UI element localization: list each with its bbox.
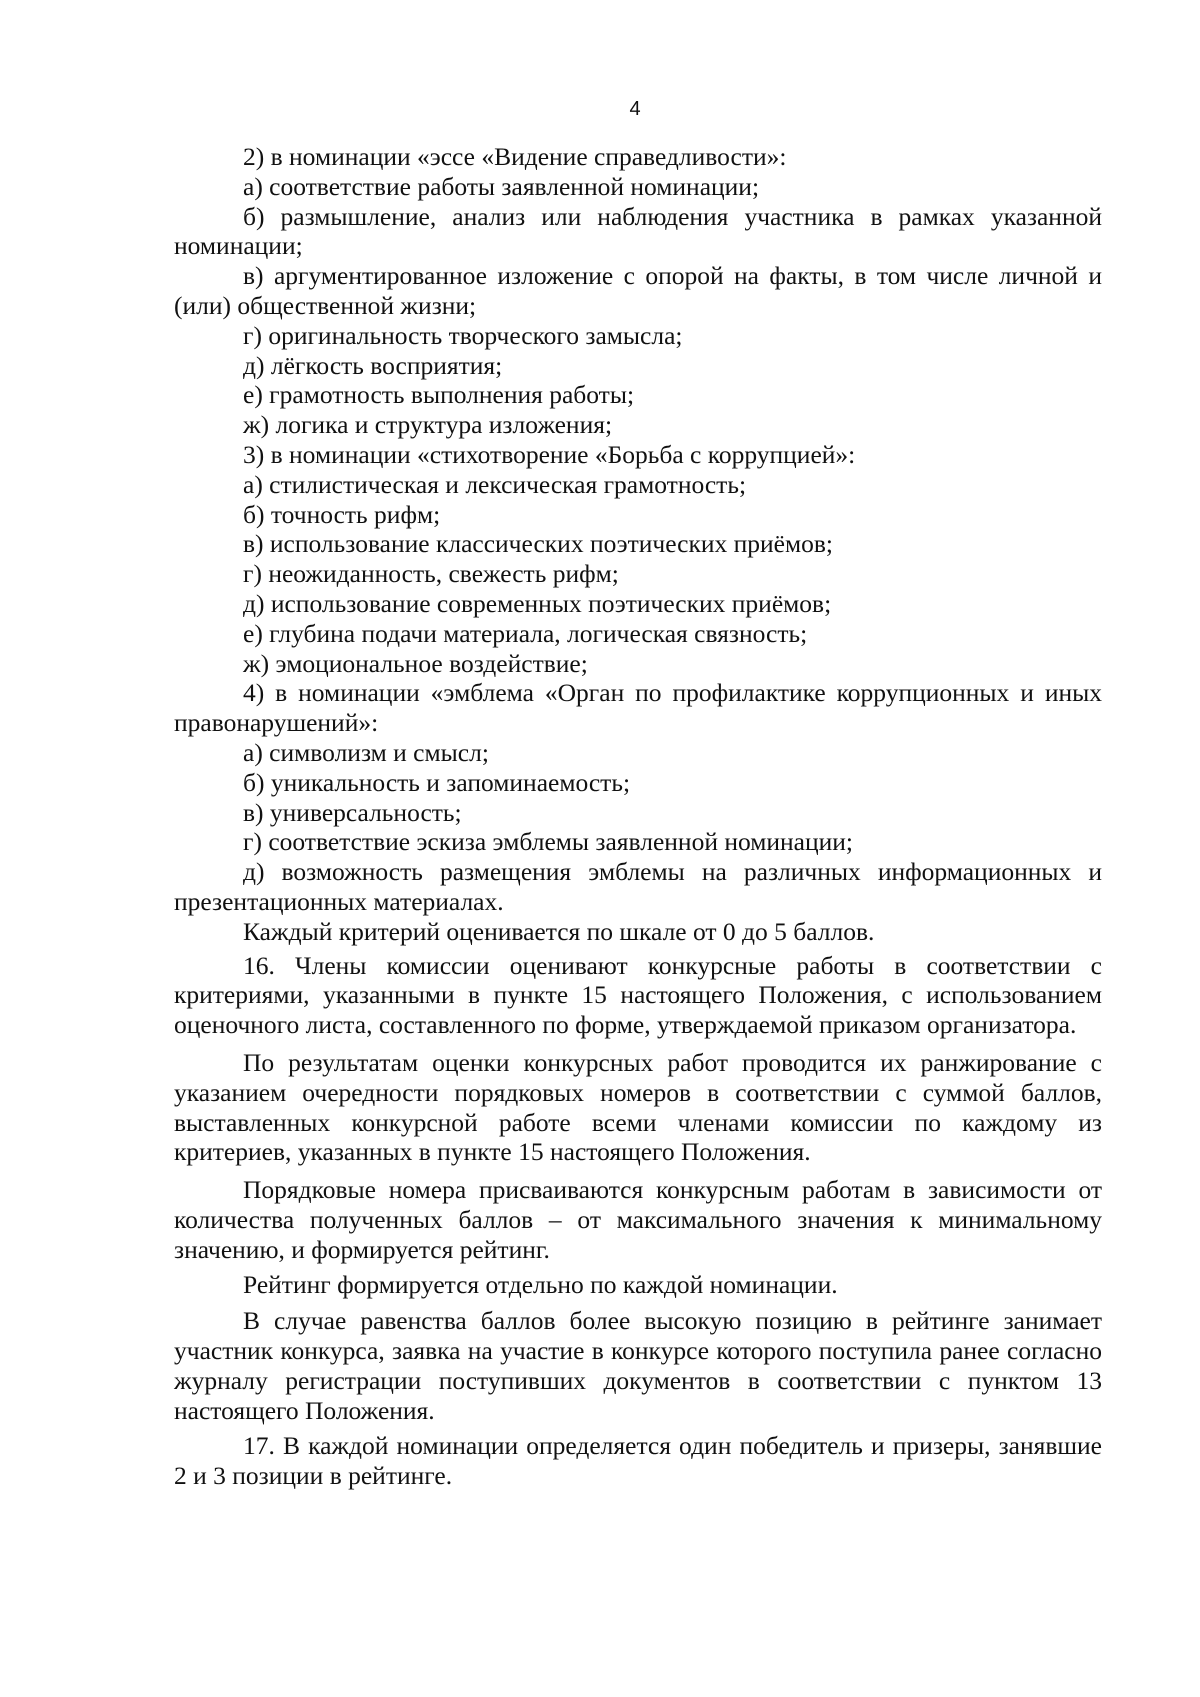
paragraph: Рейтинг формируется отдельно по каждой номинации. [243,1270,838,1300]
paragraph: в) использование классических поэтических приёмов; [243,529,834,559]
paragraph: По результатам оценки конкурсных работ проводится их ранжирование с указанием очередности порядковых номеров в соответствии с суммой баллов, выставленных конкурсной работе всеми членами комиссии по каждому из критериев, указанных в пункте 15 настоящего Положения. [174,1047,1102,1167]
paragraph: В случае равенства баллов более высокую позицию в рейтинге занимает участник конкурса, заявка на участие в конкурсе которого поступила ранее согласно журналу регистрации поступивших документов в соответствии с пунктом 13 настоящего Положения. [174,1306,1102,1425]
paragraph: 16. Члены комиссии оценивают конкурсные работы в соответствии с критериями, указанными в пункте 15 настоящего Положения, с использованием оценочного листа, составленного по форме, утверждаемой приказом организатора. [174,950,1102,1040]
paragraph: а) символизм и смысл; [243,737,489,767]
paragraph: б) уникальность и запоминаемость; [243,767,631,797]
paragraph: д) использование современных поэтических приёмов; [243,588,832,618]
paragraph: е) грамотность выполнения работы; [243,380,635,410]
paragraph: б) точность рифм; [243,499,441,529]
paragraph: 3) в номинации «стихотворение «Борьба с коррупцией»: [243,439,856,469]
paragraph: д) возможность размещения эмблемы на различных информационных и презентационных материалах. [174,857,1102,916]
paragraph: а) стилистическая и лексическая грамотность; [243,469,747,499]
document-body [174,142,1102,1491]
paragraph: г) неожиданность, свежесть рифм; [243,559,619,589]
paragraph: ж) эмоциональное воздействие; [243,648,588,678]
paragraph: б) размышление, анализ или наблюдения участника в рамках указанной номинации; [174,201,1102,261]
paragraph: г) оригинальность творческого замысла; [243,320,683,350]
paragraph: 2) в номинации «эссе «Видение справедливости»: [243,142,787,171]
paragraph: е) глубина подачи материала, логическая связность; [243,618,808,648]
paragraph: 17. В каждой номинации определяется один победитель и призеры, занявшие 2 и 3 позиции в рейтинге. [174,1431,1102,1491]
paragraph: 4) в номинации «эмблема «Орган по профилактике коррупционных и иных правонарушений»: [174,678,1102,738]
page-number: 4 [629,98,641,120]
paragraph: в) универсальность; [243,797,462,827]
paragraph: ж) логика и структура изложения; [243,410,613,440]
paragraph: Порядковые номера присваиваются конкурсным работам в зависимости от количества полученных баллов – от максимального значения к минимальному значению, и формируется рейтинг. [174,1175,1102,1264]
paragraph: Каждый критерий оценивается по шкале от 0 до 5 баллов. [243,916,875,946]
paragraph: д) лёгкость восприятия; [243,350,503,380]
paragraph: в) аргументированное изложение с опорой на факты, в том числе личной и (или) общественной жизни; [174,261,1102,320]
paragraph: г) соответствие эскиза эмблемы заявленной номинации; [243,827,854,857]
paragraph: а) соответствие работы заявленной номинации; [243,171,760,201]
